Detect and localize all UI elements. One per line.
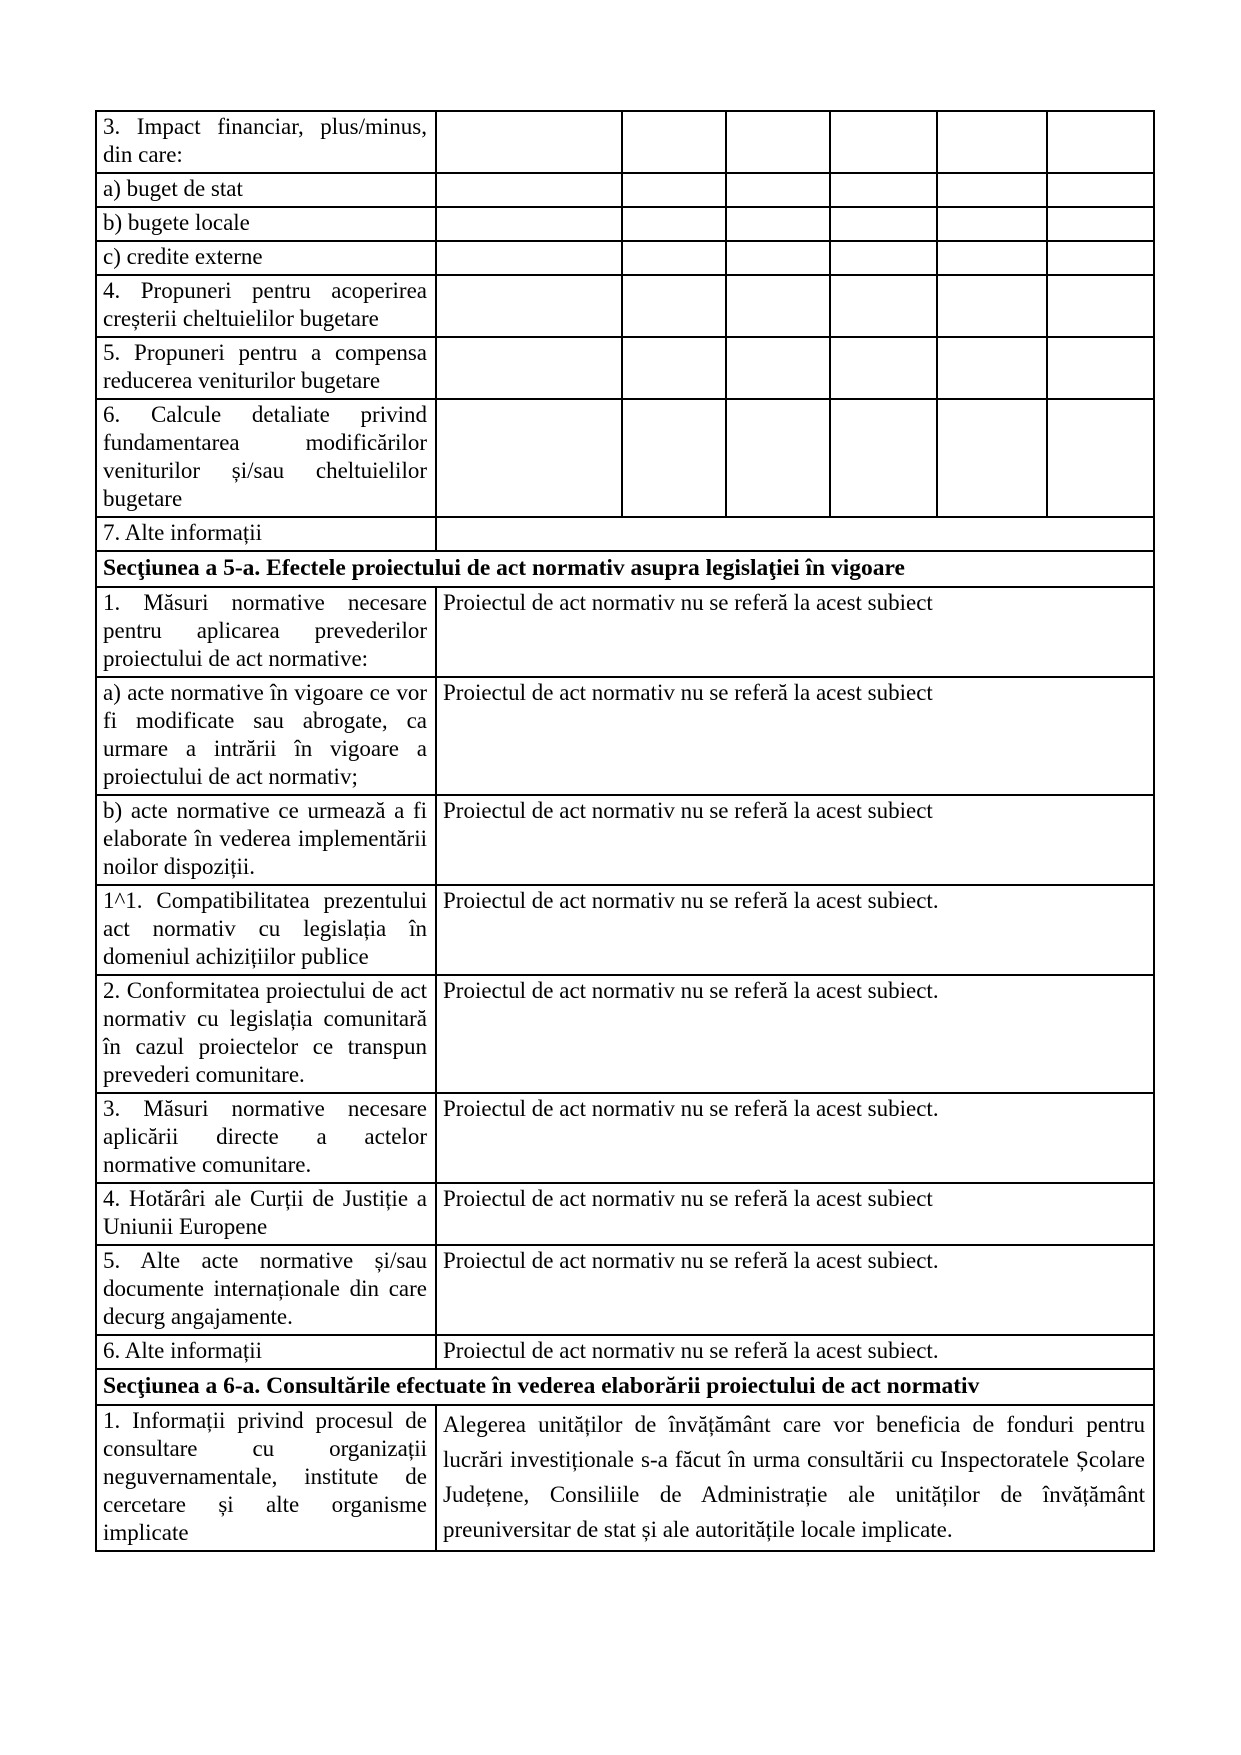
section-6-header: Secţiunea a 6-a. Consultările efectuate în vederea elaborării proiectului de act normativ bbox=[96, 1369, 1154, 1405]
empty-cell bbox=[1047, 241, 1154, 275]
row-label: a) buget de stat bbox=[96, 173, 436, 207]
row-label: 4. Hotărâri ale Curții de Justiție a Uniunii Europene bbox=[96, 1183, 436, 1245]
financial-row bbox=[96, 275, 1154, 337]
table-row bbox=[96, 885, 1154, 975]
empty-cell bbox=[1047, 399, 1154, 517]
table-row bbox=[96, 1245, 1154, 1335]
empty-cell bbox=[622, 173, 726, 207]
empty-cell bbox=[622, 111, 726, 173]
empty-cell bbox=[830, 173, 937, 207]
empty-cell bbox=[622, 207, 726, 241]
financial-row bbox=[96, 337, 1154, 399]
empty-cell bbox=[937, 173, 1047, 207]
row-label: b) acte normative ce urmează a fi elaborate în vederea implementării noilor dispoziții. bbox=[96, 795, 436, 885]
row-value: Proiectul de act normativ nu se referă la acest subiect. bbox=[436, 1093, 1154, 1183]
empty-cell bbox=[830, 337, 937, 399]
section-5-header: Secţiunea a 5-a. Efectele proiectului de act normativ asupra legislaţiei în vigoare bbox=[96, 551, 1154, 587]
empty-cell bbox=[622, 241, 726, 275]
empty-cell bbox=[937, 241, 1047, 275]
empty-cell bbox=[937, 207, 1047, 241]
row-value: Alegerea unităților de învățământ care vor beneficia de fonduri pentru lucrări investiționale s-a făcut în urma consultării cu Inspectoratele Școlare Județene, Consiliile de Administrație ale unităților de învățământ preuniversitar de stat și ale autoritățile locale implicate. bbox=[436, 1405, 1154, 1551]
financial-row bbox=[96, 517, 1154, 551]
empty-cell bbox=[830, 399, 937, 517]
row-label: 1^1. Compatibilitatea prezentului act normativ cu legislația în domeniul achizițiilor publice bbox=[96, 885, 436, 975]
empty-cell bbox=[622, 337, 726, 399]
empty-cell bbox=[436, 337, 622, 399]
empty-cell bbox=[830, 111, 937, 173]
row-label: 3. Măsuri normative necesare aplicării directe a actelor normative comunitare. bbox=[96, 1093, 436, 1183]
normative-act-form-table bbox=[95, 110, 1155, 1552]
row-value: Proiectul de act normativ nu se referă la acest subiect. bbox=[436, 1245, 1154, 1335]
empty-cell bbox=[436, 241, 622, 275]
row-label: 7. Alte informații bbox=[96, 517, 436, 551]
financial-row bbox=[96, 207, 1154, 241]
empty-cell bbox=[937, 399, 1047, 517]
empty-cell bbox=[726, 241, 830, 275]
row-value bbox=[436, 517, 1154, 551]
empty-cell bbox=[830, 275, 937, 337]
empty-cell bbox=[830, 241, 937, 275]
empty-cell bbox=[726, 173, 830, 207]
table-row bbox=[96, 677, 1154, 795]
table-row bbox=[96, 587, 1154, 677]
row-value: Proiectul de act normativ nu se referă la acest subiect bbox=[436, 795, 1154, 885]
empty-cell bbox=[1047, 275, 1154, 337]
row-label: 1. Măsuri normative necesare pentru aplicarea prevederilor proiectului de act normative: bbox=[96, 587, 436, 677]
empty-cell bbox=[1047, 111, 1154, 173]
section-6-header-row bbox=[96, 1369, 1154, 1405]
row-label: 5. Alte acte normative și/sau documente internaționale din care decurg angajamente. bbox=[96, 1245, 436, 1335]
row-label: a) acte normative în vigoare ce vor fi modificate sau abrogate, ca urmare a intrării în vigoare a proiectului de act normativ; bbox=[96, 677, 436, 795]
empty-cell bbox=[622, 399, 726, 517]
table-row bbox=[96, 1335, 1154, 1369]
table-row bbox=[96, 1093, 1154, 1183]
row-label: 3. Impact financiar, plus/minus, din care: bbox=[96, 111, 436, 173]
empty-cell bbox=[937, 337, 1047, 399]
row-label: 4. Propuneri pentru acoperirea creșterii cheltuielilor bugetare bbox=[96, 275, 436, 337]
row-value: Proiectul de act normativ nu se referă la acest subiect bbox=[436, 587, 1154, 677]
row-label: 1. Informații privind procesul de consultare cu organizații neguvernamentale, institute de cercetare și alte organisme implicate bbox=[96, 1405, 436, 1551]
empty-cell bbox=[726, 337, 830, 399]
empty-cell bbox=[937, 111, 1047, 173]
empty-cell bbox=[726, 399, 830, 517]
financial-row bbox=[96, 241, 1154, 275]
row-label: b) bugete locale bbox=[96, 207, 436, 241]
empty-cell bbox=[436, 173, 622, 207]
empty-cell bbox=[830, 207, 937, 241]
empty-cell bbox=[436, 275, 622, 337]
empty-cell bbox=[436, 111, 622, 173]
row-value: Proiectul de act normativ nu se referă la acest subiect. bbox=[436, 975, 1154, 1093]
table-row bbox=[96, 1405, 1154, 1551]
empty-cell bbox=[622, 275, 726, 337]
row-label: 5. Propuneri pentru a compensa reducerea veniturilor bugetare bbox=[96, 337, 436, 399]
financial-row bbox=[96, 399, 1154, 517]
row-label: c) credite externe bbox=[96, 241, 436, 275]
empty-cell bbox=[1047, 173, 1154, 207]
row-label: 6. Alte informații bbox=[96, 1335, 436, 1369]
row-label: 2. Conformitatea proiectului de act normativ cu legislația comunitară în cazul proiectelor ce transpun prevederi comunitare. bbox=[96, 975, 436, 1093]
empty-cell bbox=[726, 111, 830, 173]
empty-cell bbox=[436, 207, 622, 241]
empty-cell bbox=[1047, 337, 1154, 399]
empty-cell bbox=[436, 399, 622, 517]
table-row bbox=[96, 975, 1154, 1093]
row-value: Proiectul de act normativ nu se referă la acest subiect. bbox=[436, 885, 1154, 975]
financial-row bbox=[96, 173, 1154, 207]
empty-cell bbox=[1047, 207, 1154, 241]
empty-cell bbox=[937, 275, 1047, 337]
empty-cell bbox=[726, 207, 830, 241]
financial-row bbox=[96, 111, 1154, 173]
table-row bbox=[96, 795, 1154, 885]
section-5-header-row bbox=[96, 551, 1154, 587]
table-row bbox=[96, 1183, 1154, 1245]
row-value: Proiectul de act normativ nu se referă la acest subiect. bbox=[436, 1335, 1154, 1369]
empty-cell bbox=[726, 275, 830, 337]
row-label: 6. Calcule detaliate privind fundamentarea modificărilor veniturilor și/sau cheltuielilor bugetare bbox=[96, 399, 436, 517]
row-value: Proiectul de act normativ nu se referă la acest subiect bbox=[436, 1183, 1154, 1245]
row-value: Proiectul de act normativ nu se referă la acest subiect bbox=[436, 677, 1154, 795]
